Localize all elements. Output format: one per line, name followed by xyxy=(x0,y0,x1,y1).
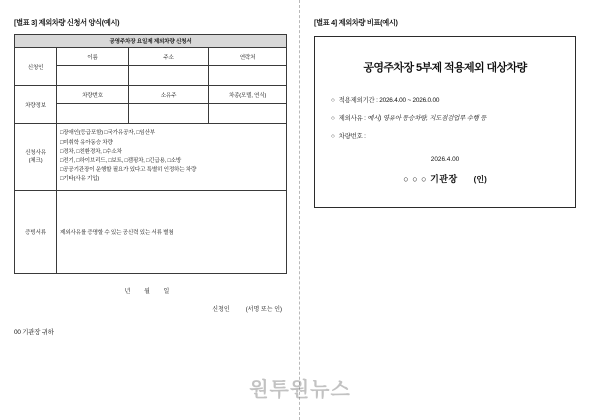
seal-mark: (인) xyxy=(473,175,487,184)
documents-row xyxy=(15,191,287,274)
notice-issuer xyxy=(329,172,561,185)
signature-date-line: 년 월 일 xyxy=(124,289,176,295)
notice-issuer-name: ○ ○ ○ 기관장 xyxy=(403,174,458,184)
vehicle-field-owner: 소유주 xyxy=(129,86,209,104)
reason-row-label xyxy=(15,124,57,191)
reason-option-3[interactable]: □경차, □친환경차, □수소차 xyxy=(60,148,122,155)
applicant-row-label: 신청인 xyxy=(15,48,57,86)
table-title-row xyxy=(15,35,287,48)
reason-option-2[interactable]: □미취학 유아동승 차량 xyxy=(60,139,113,146)
applicant-name-input[interactable] xyxy=(57,66,129,86)
notice-period-text: 적용제외기간 : 2026.4.00 ~ 2026.0.00 xyxy=(338,97,440,104)
notice-reason-text: 제외사유 : xyxy=(338,115,368,122)
left-form-label: [별표 3] 제외차량 신청서 양식(예시) xyxy=(14,18,120,27)
organization-footer: 00 기관장 귀하 xyxy=(14,329,54,336)
reason-label-line2: (체크) xyxy=(28,158,43,164)
reason-option-1[interactable]: □장애인(등급포함) □국가유공자, □임산부 xyxy=(60,130,155,137)
vehicle-row-label: 차량정보 xyxy=(15,86,57,124)
vehicle-header-row xyxy=(15,86,287,104)
notice-item-reason xyxy=(331,113,561,122)
notice-item-period xyxy=(331,95,561,104)
vehicle-field-model: 차종(모델, 연식) xyxy=(209,86,287,104)
bullet-icon: ○ xyxy=(331,133,335,140)
applicant-address-input[interactable] xyxy=(129,66,209,86)
exemption-permit-notice xyxy=(314,36,576,208)
vehicle-field-number: 차량번호 xyxy=(57,86,129,104)
notice-issue-date: 2026.4.00 xyxy=(430,156,460,163)
reason-label-line1: 신청사유 xyxy=(25,149,46,156)
applicant-contact-input[interactable] xyxy=(209,66,287,86)
notice-vehicle-number-text: 차량번호 : xyxy=(338,133,366,140)
documents-description: 제외사유를 증명할 수 있는 공신력 있는 서류 별첨 xyxy=(57,191,287,274)
vehicle-number-input[interactable] xyxy=(57,104,129,124)
exemption-application-form-table xyxy=(14,34,287,274)
documents-row-label: 증빙서류 xyxy=(15,191,57,274)
signature-applicant-label: 신청인 xyxy=(212,307,230,313)
watermark: 원투원뉴스 xyxy=(249,379,351,401)
signature-line xyxy=(14,304,286,313)
reason-row xyxy=(15,124,287,191)
right-form-label: [별표 4] 제외차량 비표(예시) xyxy=(314,18,398,27)
page-divider xyxy=(299,0,301,420)
applicant-field-address: 주소 xyxy=(129,48,209,66)
vehicle-model-input[interactable] xyxy=(209,104,287,124)
vehicle-owner-input[interactable] xyxy=(129,104,209,124)
reason-option-6[interactable]: □기타(사유 기입) xyxy=(60,176,100,183)
notice-reason-example: 예시) 영유아 동승차량, 지도점검업무 수행 등 xyxy=(367,115,487,122)
form-table-title: 공영주차장 요일제 제외차량 신청서 xyxy=(15,35,287,48)
reason-option-4[interactable]: □전기, □하이브리드, □보트, □캠핑차, □긴급용, □소방 xyxy=(60,158,182,164)
reason-checkbox-group[interactable] xyxy=(57,124,287,191)
notice-item-vehicle-number xyxy=(331,131,561,140)
applicant-field-contact: 연락처 xyxy=(209,48,287,66)
applicant-header-row xyxy=(15,48,287,66)
signature-note: (서명 또는 인) xyxy=(245,307,282,313)
reason-option-5[interactable]: □공공기관장이 운행할 필요가 있다고 특별히 인정하는 차량 xyxy=(60,167,197,174)
right-page-panel xyxy=(300,0,600,420)
bullet-icon: ○ xyxy=(331,97,335,104)
notice-title: 공영주차장 5부제 적용제외 대상차량 xyxy=(363,62,527,74)
bullet-icon: ○ xyxy=(331,115,335,122)
applicant-field-name: 이름 xyxy=(57,48,129,66)
